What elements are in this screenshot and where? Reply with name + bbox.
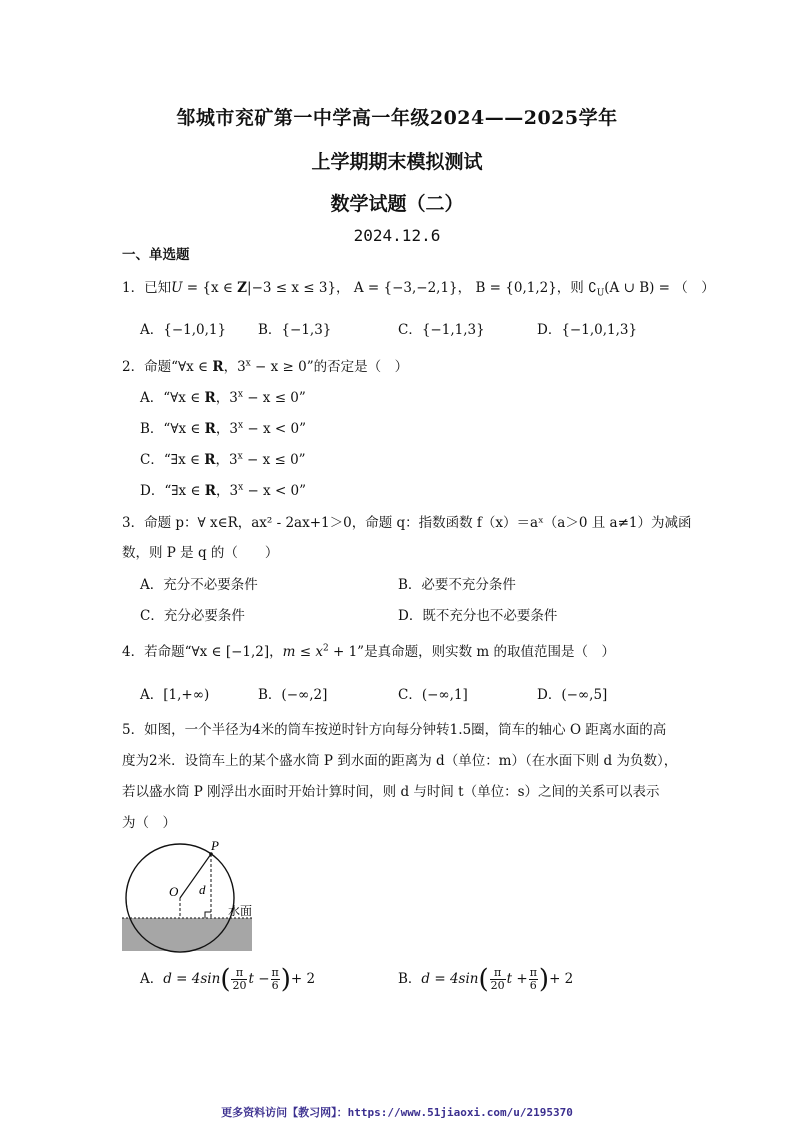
question-5-option-b[interactable]: B．d = 4sin( $\frac{\pi}{20}$ t + $\frac{\pi}{6}$ )+ 2 [398,964,574,995]
radius-line [180,854,211,898]
question-4-stem: 4．若命题“∀x ∈ [−1,2]，$m \le x^2 + 1$”是真命题，则实数 m 的取值范围是（ ） [122,643,615,660]
question-2-option-c[interactable]: C．“∃x ∈ R，$3^x - x \le 0$” [140,451,306,468]
water-body [122,918,252,951]
question-1-option-c[interactable]: C．{−1,1,3} [398,322,485,338]
question-4-option-b[interactable]: B．(−∞,2] [258,687,328,703]
label-d: d [199,882,206,897]
exam-subtitle: 上学期期末模拟测试 [311,151,483,173]
question-3-stem-line1: 3．命题 p：∀ x∈R，ax² - 2ax+1＞0，命题 q：指数函数 f（x）＝aˣ（a＞0 且 a≠1）为减函 [122,515,692,531]
right-angle-mark [205,912,211,918]
label-water: 水面 [228,904,253,918]
question-1-option-b[interactable]: B．{−1,3} [258,322,332,338]
question-5-stem-line4: 为（ ） [122,815,176,831]
question-3-option-c[interactable]: C．充分必要条件 [140,608,245,624]
label-O: O [169,884,179,899]
question-2-option-a[interactable]: A．“∀x ∈ R，$3^x - x \le 0$” [140,389,306,406]
question-4-option-a[interactable]: A．[1,+∞) [140,687,210,703]
question-1-stem: 1．已知U = {x ∈ Z|−3 ≤ x ≤ 3}， A = {−3,−2,1}， B = {0,1,2}，则 $∁_U(A$ ∪ B) = （ ） [122,280,715,299]
question-4-option-d[interactable]: D．(−∞,5] [537,687,608,703]
question-5-stem-line1: 5．如图，一个半径为4米的筒车按逆时针方向每分钟转1.5圈，筒车的轴心 O 距离水面的高 [122,722,667,738]
exam-title: 邹城市兖矿第一中学高一年级2024——2025学年 [176,107,618,129]
question-5-option-a[interactable]: A．d = 4sin( $\frac{\pi}{20}$ t − $\frac{\pi}{6}$ )+ 2 [140,964,316,995]
question-3-option-d[interactable]: D．既不充分也不必要条件 [398,608,558,624]
question-2-stem: 2．命题“∀x ∈ R，$3^x - x \ge 0$”的否定是（ ） [122,358,409,375]
question-2-option-d[interactable]: D．“∃x ∈ R，$3^x - x < 0$” [140,482,307,499]
question-3-option-a[interactable]: A．充分不必要条件 [140,577,258,593]
question-5-stem-line2: 度为2米．设筒车上的某个盛水筒 P 到水面的距离为 d（单位：m）（在水面下则 d 为负数）， [122,753,678,769]
question-1-option-d[interactable]: D．{−1,0,1,3} [537,322,638,338]
exam-subject: 数学试题（二） [330,193,464,215]
question-3-option-b[interactable]: B．必要不充分条件 [398,577,516,593]
question-3-stem-line2: 数，则 P 是 q 的（ ） [122,545,279,561]
footer-link[interactable]: 更多资料访问【教习网】：https://www.51jiaoxi.com/u/2195370 [221,1106,573,1119]
question-1-option-a[interactable]: A．{−1,0,1} [140,322,227,338]
question-2-option-b[interactable]: B．“∀x ∈ R，$3^x - x < 0$” [140,420,306,437]
water-wheel-figure [115,838,275,958]
exam-date: 2024.12.6 [353,226,441,245]
question-4-option-c[interactable]: C．(−∞,1] [398,687,468,703]
label-P: P [211,838,219,853]
section-heading: 一、单选题 [122,247,190,263]
question-5-stem-line3: 若以盛水筒 P 刚浮出水面时开始计算时间，则 d 与时间 t（单位：s）之间的关系可以表示 [122,784,660,800]
